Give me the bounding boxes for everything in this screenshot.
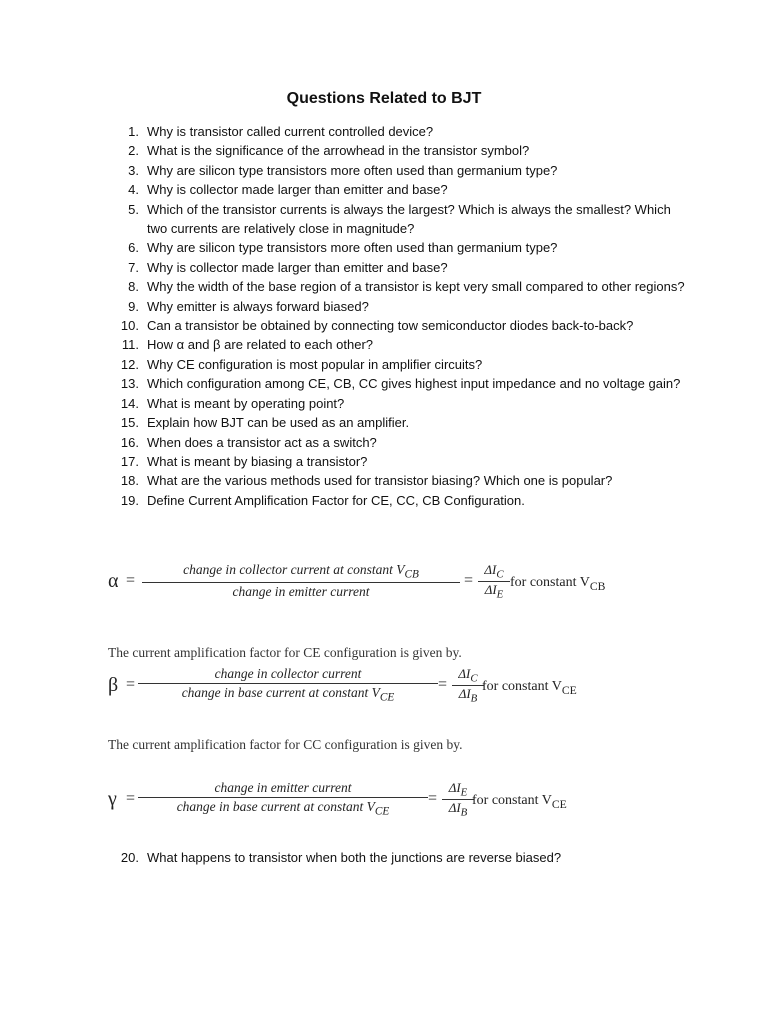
alpha-equals: =	[126, 572, 136, 589]
question-number: 5.	[128, 201, 139, 217]
question-item	[108, 316, 688, 335]
question-text: What are the various methods used for transistor biasing? Which one is popular?	[147, 473, 613, 489]
alpha-condition: for constant $V_{CB}$	[510, 575, 606, 593]
alpha-fraction	[142, 562, 460, 600]
beta-ratio-den-sub: B	[470, 692, 478, 705]
beta-symbol: β	[108, 674, 119, 696]
beta-equals-2: =	[438, 676, 448, 693]
question-text: Explain how BJT can be used as an amplifier.	[147, 415, 410, 431]
question-item	[108, 394, 688, 413]
question-text: Why is transistor called current controlled device?	[147, 124, 434, 139]
gamma-ratio-den: ΔI	[448, 799, 461, 815]
beta-equals: =	[126, 676, 136, 693]
question-number: 13.	[120, 376, 139, 392]
question-text: What is meant by biasing a transistor?	[147, 453, 368, 469]
beta-condition: for constant $V_{CE}$	[482, 679, 577, 697]
alpha-ratio	[478, 562, 510, 600]
gamma-symbol: γ	[108, 788, 117, 810]
beta-numerator: change in collector current	[138, 666, 438, 684]
question-number: 2.	[128, 143, 139, 159]
alpha-denominator: change in emitter current	[232, 583, 370, 599]
gamma-caption: The current amplification factor for CC configuration is given by.	[108, 737, 463, 752]
question-number: 9.	[128, 298, 139, 314]
alpha-formula	[108, 562, 628, 612]
gamma-condition: for constant $V_{CE}$	[472, 793, 567, 811]
question-item	[108, 122, 688, 141]
question-text: Why the width of the base region of a transistor is kept very small compared to other regions?	[147, 279, 685, 295]
alpha-ratio-den-sub: E	[496, 588, 504, 601]
gamma-numerator: change in emitter current	[138, 780, 428, 798]
beta-formula	[108, 666, 628, 716]
question-text: Why are silicon type transistors more often used than germanium type?	[147, 162, 558, 178]
question-item	[108, 161, 688, 180]
beta-ratio	[452, 666, 484, 704]
question-number: 16.	[120, 434, 139, 450]
gamma-ratio-den-sub: B	[460, 806, 468, 819]
beta-caption: The current amplification factor for CE configuration is given by.	[108, 645, 462, 660]
question-number: 14.	[120, 395, 139, 411]
question-number: 1.	[128, 124, 139, 139]
question-number: 4.	[128, 182, 139, 198]
gamma-equals-2: =	[428, 790, 438, 807]
question-item	[108, 433, 688, 452]
beta-ratio-num: ΔI	[458, 666, 471, 681]
gamma-ratio-num: ΔI	[448, 780, 461, 795]
question-text: Why CE configuration is most popular in amplifier circuits?	[147, 356, 483, 372]
question-item	[108, 452, 688, 471]
question-number: 18.	[120, 473, 139, 489]
alpha-ratio-num-sub: C	[496, 568, 504, 581]
beta-ratio-den: ΔI	[458, 685, 471, 701]
question-number: 19.	[120, 492, 139, 508]
gamma-fraction	[138, 780, 428, 818]
question-number: 3.	[128, 162, 139, 178]
alpha-symbol: α	[108, 570, 119, 592]
gamma-formula	[108, 780, 628, 830]
alpha-numerator: change in collector current at constant V	[183, 562, 405, 577]
question-text: When does a transistor act as a switch?	[147, 434, 377, 450]
beta-denominator-sub: CE	[379, 691, 395, 704]
question-list	[108, 122, 688, 510]
gamma-ratio-num-sub: E	[460, 786, 468, 799]
question-text: What is meant by operating point?	[147, 395, 345, 411]
question-text: Can a transistor be obtained by connecting tow semiconductor diodes back-to-back?	[147, 318, 634, 334]
question-item	[108, 413, 688, 432]
question-text: Why is collector made larger than emitter and base?	[147, 259, 448, 275]
question-item	[108, 471, 688, 490]
question-item	[108, 355, 688, 374]
question-text: What is the significance of the arrowhead in the transistor symbol?	[147, 143, 530, 159]
question-number: 6.	[128, 240, 139, 256]
question-item	[108, 200, 688, 239]
beta-fraction	[138, 666, 438, 704]
gamma-denominator-sub: CE	[374, 805, 390, 818]
question-text: Define Current Amplification Factor for CE, CC, CB Configuration.	[147, 492, 525, 508]
gamma-denominator: change in base current at constant V	[176, 799, 375, 814]
beta-ratio-num-sub: C	[470, 672, 478, 685]
question-item	[108, 374, 688, 393]
question-number: 8.	[128, 279, 139, 295]
question-item	[108, 238, 688, 257]
gamma-equals: =	[126, 790, 136, 807]
question-text: Which configuration among CE, CB, CC gives highest input impedance and no voltage gain?	[147, 376, 681, 392]
question-item	[108, 297, 688, 316]
alpha-numerator-sub: CB	[404, 568, 419, 581]
question-item	[108, 258, 688, 277]
question-text: Why emitter is always forward biased?	[147, 298, 369, 314]
question-number: 15.	[120, 415, 139, 431]
alpha-ratio-den: ΔI	[484, 581, 497, 597]
question-number: 7.	[128, 259, 139, 275]
question-text: Which of the transistor currents is always the largest? Which is always the smallest? Which two currents are relatively close in magnitude?	[147, 201, 671, 237]
page-title: Questions Related to BJT	[286, 90, 482, 107]
question-item	[108, 277, 688, 296]
question-text: What happens to transistor when both the junctions are reverse biased?	[147, 850, 562, 865]
question-text: How α and β are related to each other?	[147, 337, 374, 353]
question-number: 12.	[120, 356, 139, 372]
alpha-equals-2: =	[464, 572, 474, 589]
beta-denominator: change in base current at constant V	[181, 685, 380, 700]
question-text: Why is collector made larger than emitter and base?	[147, 182, 448, 198]
question-item	[108, 141, 688, 160]
gamma-ratio	[442, 780, 474, 818]
question-item	[108, 491, 688, 510]
alpha-ratio-num: ΔI	[484, 562, 497, 577]
question-item-20	[108, 848, 708, 867]
question-item	[108, 180, 688, 199]
question-item	[108, 335, 688, 354]
question-text: Why are silicon type transistors more often used than germanium type?	[147, 240, 558, 256]
question-number: 11.	[121, 337, 139, 353]
question-number: 10.	[120, 318, 139, 334]
question-number: 17.	[120, 453, 139, 469]
question-number: 20.	[120, 850, 139, 865]
